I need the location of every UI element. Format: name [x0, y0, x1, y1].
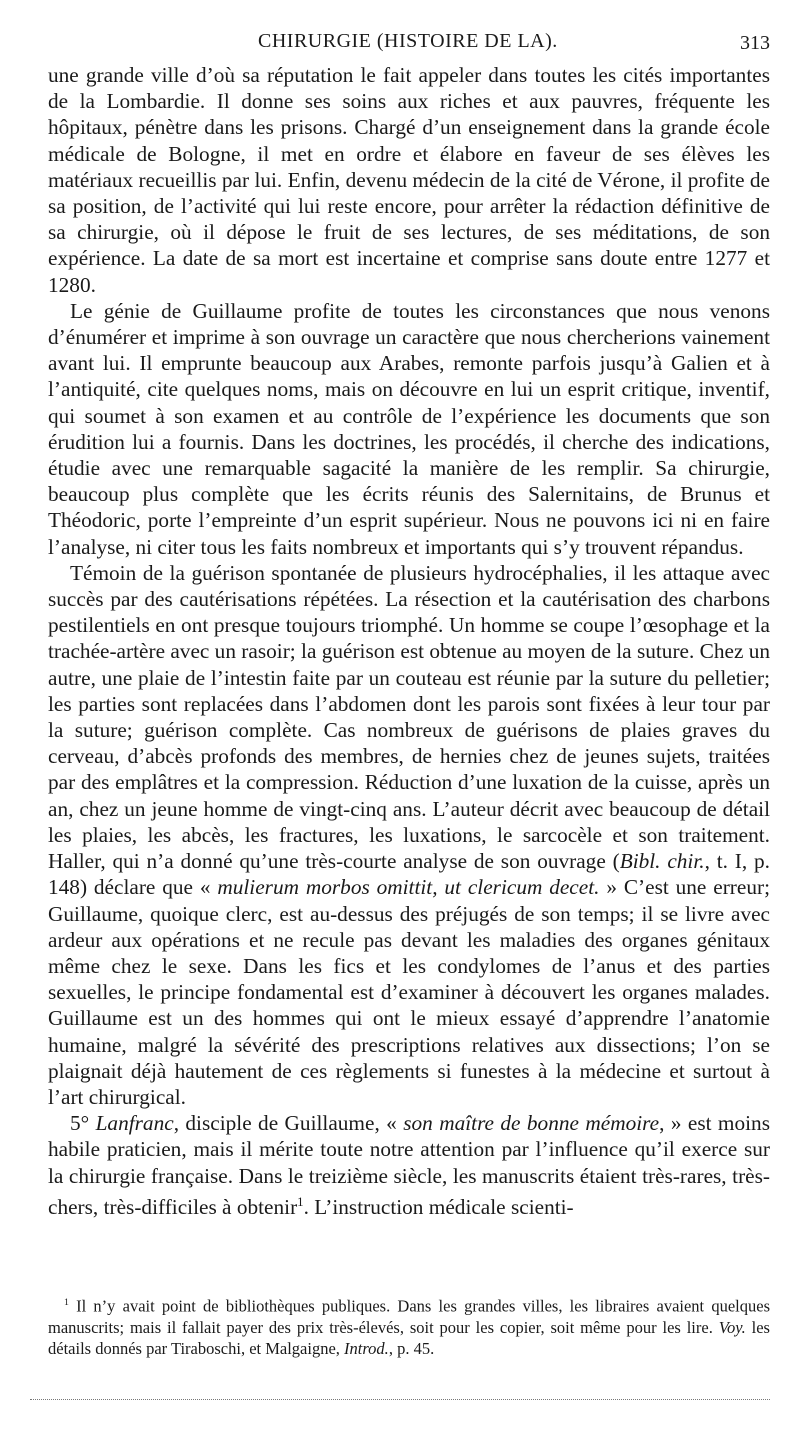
text-run: Le génie de Guillaume profite de toutes les circonstances que nous venons d’énumérer et imprime à son ouvrage un caractère que nous chercherions vainement avant lui. Il emprunte beaucoup aux Arabes, remonte parfois jusqu’à Galien et à l’antiquité, cite quelques noms, mais on découvre en lui un esprit critique, inventif, qui soumet à son examen et au contrôle de l’expérience les documents que son érudition lui a fournis. Dans les doctrines, les procédés, il cherche des indications, étudie avec une remarquable sagacité la manière de les remplir. Sa chirurgie, beaucoup plus complète que les écrits réunis des Salernitains, de Brunus et Théodoric, porte l’empreinte d’un esprit supérieur. Nous ne pouvons ici ni en faire l’analyse, ni citer tous les faits nombreux et importants qui s’y trouvent répandus. [48, 298, 770, 559]
text-run: » C’est une erreur; Guillaume, quoique clerc, est au-dessus des préjugés de son temps; il se livre avec ardeur aux opérations et ne recule pas devant les maladies des organes génitaux même chez le sexe. Dans les fics et les condylomes de l’anus et des parties sexuelles, le principe fondamental est d’examiner à découvert les organes malades. Guillaume est un des hommes qui ont le mieux essayé d’apprendre l’anatomie humaine, malgré la sévérité des prescriptions relatives aux dissections; l’on se plaignait déjà hautement de ces règlements si funestes à la médecine et surtout à l’art chirurgical. [48, 875, 770, 1109]
page-number: 313 [740, 32, 770, 54]
paragraph [48, 298, 770, 560]
text-run: une grande ville d’où sa réputation le fait appeler dans toutes les cités importantes de la Lombardie. Il donne ses soins aux riches et aux pauvres, fréquente les hôpitaux, pénètre dans les prisons. Chargé d’un enseignement dans la grande école médicale de Bologne, il met en ordre et élabore en faveur de ses élèves les matériaux recueillis par lui. Enfin, devenu médecin de la cité de Vérone, il profite de sa position, de l’activité qui lui reste encore, pour arrêter la rédaction définitive de sa chirurgie, où il dépose le fruit de ses lectures, de ses méditations, de son expérience. La date de sa mort est incertaine et comprise sans doute entre 1277 et 1280. [48, 63, 770, 297]
text-run: , t. I, p. 148) déclare que « [48, 849, 770, 900]
paragraph [48, 560, 770, 1110]
running-title: CHIRURGIE (HISTOIRE DE LA). [258, 30, 558, 52]
italic-text: Voy. [718, 1317, 746, 1337]
italic-text: son maître de bonne mémoire [403, 1111, 660, 1136]
footnote-marker: 1 [64, 1297, 69, 1308]
footnote-marker: 1 [297, 1194, 304, 1209]
text-run: Témoin de la guérison spontanée de plusieurs hydrocéphalies, il les attaque avec succès par des cautérisations répétées. La résection et la cautérisation des charbons pestilentiels en ont presque toujours triomphé. Un homme se coupe l’œsophage et la trachée-artère avec un rasoir; la guérison est obtenue au moyen de la suture. Chez un autre, une plaie de l’intestin faite par un couteau est réunie par la suture du pelletier; les parties sont replacées dans l’abdomen dont les parois sont fixées à leur tour par la suture; guérison complète. Cas nombreux de guérisons de plaies graves du cerveau, d’abcès profonds des membres, de hernies chez de jeunes sujets, traitées par des emplâtres et la compression. Réduction d’une luxation de la cuisse, après un an, chez un jeune homme de vingt-cinq ans. L’auteur décrit avec beaucoup de détail les plaies, les abcès, les fractures, les luxations, le sarcocèle et son traitement. Haller, qui n’a donné qu’une très-courte analyse de son ouvrage ( [48, 560, 771, 874]
italic-text: Lanfranc [95, 1111, 174, 1136]
body-text [48, 62, 770, 1220]
page-header [48, 26, 770, 60]
paragraph [48, 1110, 770, 1220]
italic-text: Bibl. chir. [619, 849, 705, 874]
italic-text: mulierum morbos omittit, ut clericum decet. [217, 875, 600, 900]
italic-text: Introd. [344, 1338, 389, 1358]
text-run: les détails donnés par Tiraboschi, et Malgaigne, [48, 1317, 770, 1358]
text-run: 5° [70, 1111, 96, 1136]
paragraph [48, 62, 770, 298]
text-run: Il n’y avait point de bibliothèques publiques. Dans les grandes villes, les libraires avaient quelques manuscrits; mais il fallait payer des prix très-élevés, soit pour les copier, soit même pour les lire. [48, 1296, 770, 1337]
text-run: . L’instruction médicale scienti- [303, 1194, 574, 1219]
bottom-rule [30, 1399, 770, 1402]
text-run: , » est moins habile praticien, mais il mérite toute notre attention par l’influence qu’il exerce sur la chirurgie française. Dans le treizième siècle, les manuscrits étaient très-rares, très-chers, très-difficiles à obtenir [48, 1111, 770, 1219]
text-run: , p. 45. [388, 1338, 435, 1358]
footnote [48, 1292, 770, 1359]
text-run: , disciple de Guillaume, « [173, 1111, 404, 1136]
